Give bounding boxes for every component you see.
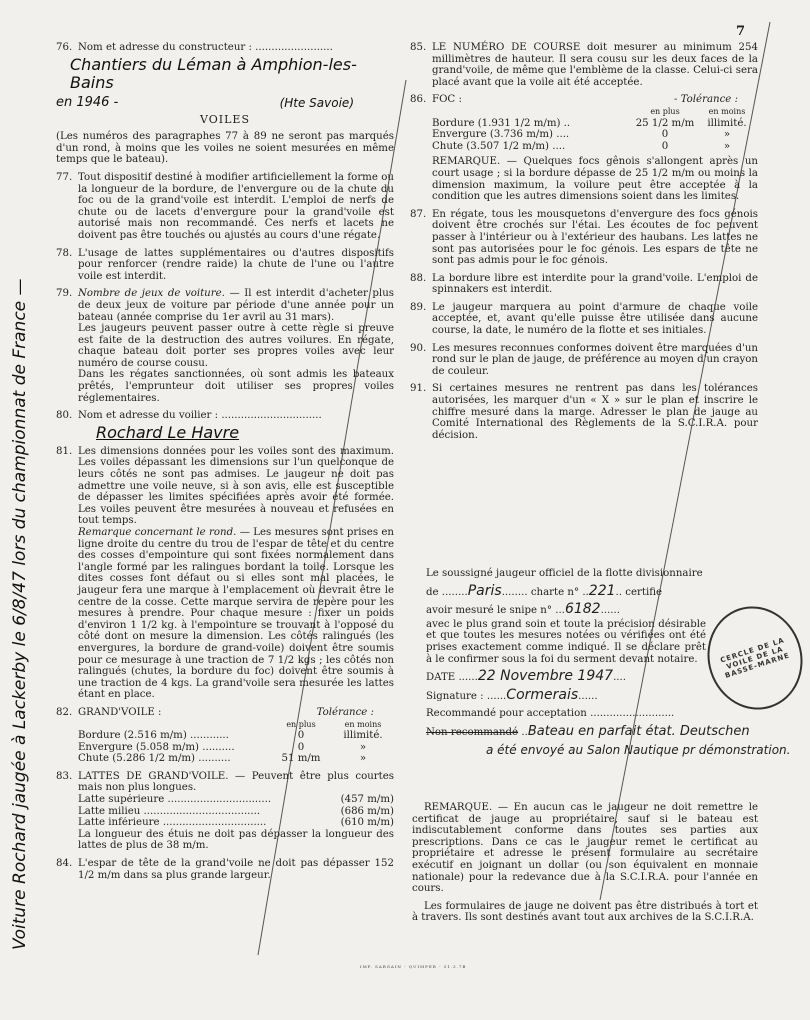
handwritten-side-note: Voiture Rochard jaugée à Lackerby le 6/8/47 lors du championnat de France — (10, 278, 30, 950)
paragraph-86: 86. FOC : - Tolérance : en plus en moins Bordure (1.931 1/2 m/m) .. 25 1/2 m/m illimité. Envergure (3.736 m/m) .... 0 » Chute (3.507 1/2 m/m) .... 0 » REMARQUE. — Quelques focs gênois s'allongent après un court usage ; si la bordure dépasse de 25 1/2 m/m ou moins la dimension maximum, la voilure peut être acceptée à la condition que les autres dimensions soient dans les limites. (410, 94, 758, 203)
club-stamp: CERCLE DE LA VOILE DE LA BASSE-MARNE (694, 594, 810, 722)
latte-row: Latte milieu .................................... (686 m/m) (78, 805, 394, 817)
handwritten-year: en 1946 - (56, 94, 119, 110)
paragraph-82: 82. GRAND'VOILE : Tolérance : en plus en moins Bordure (2.516 m/m) ............ 0 illimité. Envergure (5.058 m/m) .......... 0 » Chute (5.286 1/2 m/m) .......... 51 m/m » (56, 707, 394, 765)
latte-row: Latte supérieure ................................ (457 m/m) (78, 794, 394, 806)
paragraph-85: 85. LE NUMÉRO DE COURSE doit mesurer au minimum 254 millimètres de hauteur. Il sera cousu sur les deux faces de la grand'voile, de même que l'emblème de la classe. Celui-ci sera placé avant que la voile ait été acceptée. (410, 42, 758, 88)
handwritten-date: 22 Novembre 1947 (477, 668, 614, 685)
page-number: 7 (736, 24, 746, 39)
paragraph-79: 79. Nombre de jeux de voiture. — Il est interdit d'acheter plus de deux jeux de voiture par période d'une année pour un bateau (année comprise du 1er avril au 31 mars). Les jaugeurs peuvent passer outre à cette règle si preuve est faite de la destruction des autres voilures. En régate, chaque bateau doit porter ses propres voiles avec leur numéro de course cousu. Dans les régates sanctionnées, où sont admis les bateaux prêtés, l'emprunteur doit utiliser ses propres voiles réglementaires. (56, 288, 394, 404)
certificate-snipe-line: avoir mesuré le snipe n° ...6182...... (426, 601, 621, 618)
handwritten-constructor: Chantiers du Léman à Amphion-les-Bains (70, 54, 357, 92)
certificate-text: avec le plus grand soin et toute la précision désirable et que toutes les mesures notées ou vérifiées ont été prises exactement comme indiqué. Il se déclare prêt à le confirmer sous la foi du serment devant notaire. (426, 618, 706, 665)
certificate-signature-line: Signature : ......Cormerais...... (426, 686, 598, 703)
tolerance-row: Chute (3.507 1/2 m/m) .... 0 » (432, 140, 731, 152)
paragraph-80: 80. Nom et adresse du voilier : ............................... (56, 410, 322, 422)
remark-paragraph: Les formulaires de jauge ne doivent pas être distribués à tort et à travers. Ils sont destinés avant tout aux archives de la S.C.I.R.A. (412, 900, 758, 924)
paragraph-89: 89. Le jaugeur marquera au point d'armure de chaque voile acceptée, et, avant qu'elle puisse être utilisée dans aucune course, la date, le numéro de la flotte et ses initiales. (410, 301, 758, 337)
latte-row: Latte inférieure ................................ (610 m/m) (78, 817, 394, 829)
certificate-de-line: de ........Paris........ charte n° ..221.. certifie (426, 582, 663, 599)
paragraph-84: 84. L'espar de tête de la grand'voile ne doit pas dépasser 152 1/2 m/m dans sa plus grande largeur. (56, 858, 394, 881)
remark-paragraph: REMARQUE. — En aucun cas le jaugeur ne doit remettre le certificat de jauge au propriétaire, sauf si le bateau est indiscutablement conforme dans toutes ses parties aux prescriptions. Dans ce cas le jaugeur remet le certificat au propriétaire et adresse le présent formulaire au secrétaire exécutif en joignant un dollar (ou son équivalent en monnaie nationale) pour la redevance due à la S.C.I.R.A. pour l'année en cours. (412, 802, 758, 895)
paragraph-88: 88. La bordure libre est interdite pour la grand'voile. L'emploi de spinnakers est interdit. (410, 272, 758, 296)
certificate-intro: Le soussigné jaugeur officiel de la flotte divisionnaire (426, 568, 703, 579)
certificate-date-line: DATE ......22 Novembre 1947.... (426, 668, 627, 685)
paragraph-78: 78. L'usage de lattes supplémentaires ou d'autres dispositifs pour renforcer (rendre raide) la chute de l'une ou l'autre voile est interdit. (56, 247, 394, 282)
handwritten-sailmaker: Rochard Le Havre (96, 422, 240, 442)
handwritten-region: (Hte Savoie) (279, 95, 354, 110)
right-column (410, 42, 758, 447)
handwritten-city: Paris (467, 582, 502, 599)
tolerance-row: Bordure (1.931 1/2 m/m) .. 25 1/2 m/m illimité. (432, 117, 747, 129)
handwritten-comment-2: a été envoyé au Salon Nautique pr démonstration. (486, 742, 791, 757)
left-column (56, 42, 394, 887)
certificate-recommended-line: Recommandé pour acceptation .......................... (426, 708, 675, 720)
voiles-note: (Les numéros des paragraphes 77 à 89 ne seront pas marqués d'un rond, à moins que les voiles ne soient mesurées en même temps que le bateau). (56, 131, 394, 166)
handwritten-charter: 221 (588, 582, 616, 599)
paragraph-87: 87. En régate, tous les mousquetons d'envergure des focs génois doivent être crochés sur l'étai. Les écoutes de foc peuvent passer à l'intérieur ou à l'extérieur des haubans. Les lattes ne sont pas autorisées pour le foc génois. Les espars de tête ne sont pas admis pour le foc génois. (410, 208, 758, 267)
paragraph-83: 83. LATTES DE GRAND'VOILE. — Peuvent être plus courtes mais non plus longues. Latte supérieure ................................ (457 m/m) Latte milieu .................................... (686 m/m) Latte inférieure ................................ (610 m/m) La longueur des étuis ne doit pas dépasser la longueur des lattes de plus de 38 m/m. (56, 770, 394, 852)
paragraph-77: 77. Tout dispositif destiné à modifier artificiellement la forme ou la longueur de la bordure, de l'envergure ou de la chute du foc ou de la grand'voile est interdit. L'emploi de nerfs de chute ou de lacets d'envergure pour la grand'voile est autorisé mais non recommandé. Ces nerfs et lacets ne doivent pas être touchés ou ajustés au cours d'une régate. (56, 171, 394, 241)
voiles-heading: VOILES (200, 112, 250, 126)
tolerance-row: Envergure (5.058 m/m) .......... 0 » (78, 741, 367, 753)
tolerance-row: Chute (5.286 1/2 m/m) .......... 51 m/m » (78, 753, 367, 765)
paragraph-90: 90. Les mesures reconnues conformes doivent être marquées d'un rond sur le plan de jauge, de préférence au moyen d'un crayon de couleur. (410, 342, 758, 377)
handwritten-signature: Cormerais (506, 686, 579, 703)
handwritten-comment: Bateau en parfait état. Deutschen (527, 723, 750, 739)
tolerance-row: Envergure (3.736 m/m) .... 0 » (432, 129, 731, 141)
tolerance-row: Bordure (2.516 m/m) ............ 0 illimité. (78, 730, 383, 742)
handwritten-snipe-number: 6182 (564, 601, 601, 618)
printer-footer: IMP. SARGAIN - QUIMPER - 31.3.7B (360, 964, 467, 969)
paragraph-91: 91. Si certaines mesures ne rentrent pas dans les tolérances autorisées, les marquer d'un « X » sur le plan et inscrire le chiffre mesuré dans la marge. Adresser le plan de jauge au Comité International des Règlements de la S.C.I.R.A. pour décision. (410, 383, 758, 441)
paragraph-81: 81. Les dimensions données pour les voiles sont des maximum. Les voiles dépassant les dimensions sur l'un quelconque de leurs côtés ne sont pas admises. Le jaugeur ne doit pas admettre une voile neuve, si à son avis, elle est susceptible de dépasser les limites spécifiées après avoir été formée. Les voiles peuvent être mesurées à nouveau et refusées en tout temps. Remarque concernant le rond. — Les mesures sont prises en ligne droite du centre du trou de l'espar de tête et du centre des cosses d'empointure qui sont fixées normalement dans l'angle formé par les ralingues bordant la toile. Lorsque les dites cosses font défaut ou si elles sont mal placées, le jaugeur fera une marque à l'emplacement où devrait être le centre de la cosse. Cette marque servira de repère pour les mesures à prendre. Pour chaque mesure : fixer un poids d'environ 1 1/2 kg. à l'empointure se trouvant à l'opposé du côté dont on mesure la dimension. Les côtés ralingués (les envergures, la bordure de grand-voile) doivent être soumis pour ce mesurage à une traction de 7 1/2 kgs ; les côtés non ralingués (chutes, la bordure du foc) doivent être soumis à une traction de 4 kgs. La grand'voile sera mesurée les lattes étant en place. (56, 445, 394, 701)
certificate-not-recommended-line: Non recommandé ..Bateau en parfait état. Deutschen (426, 723, 750, 739)
paragraph-76: 76. Nom et adresse du constructeur : ........................ (56, 42, 333, 53)
remark-block (412, 802, 758, 930)
